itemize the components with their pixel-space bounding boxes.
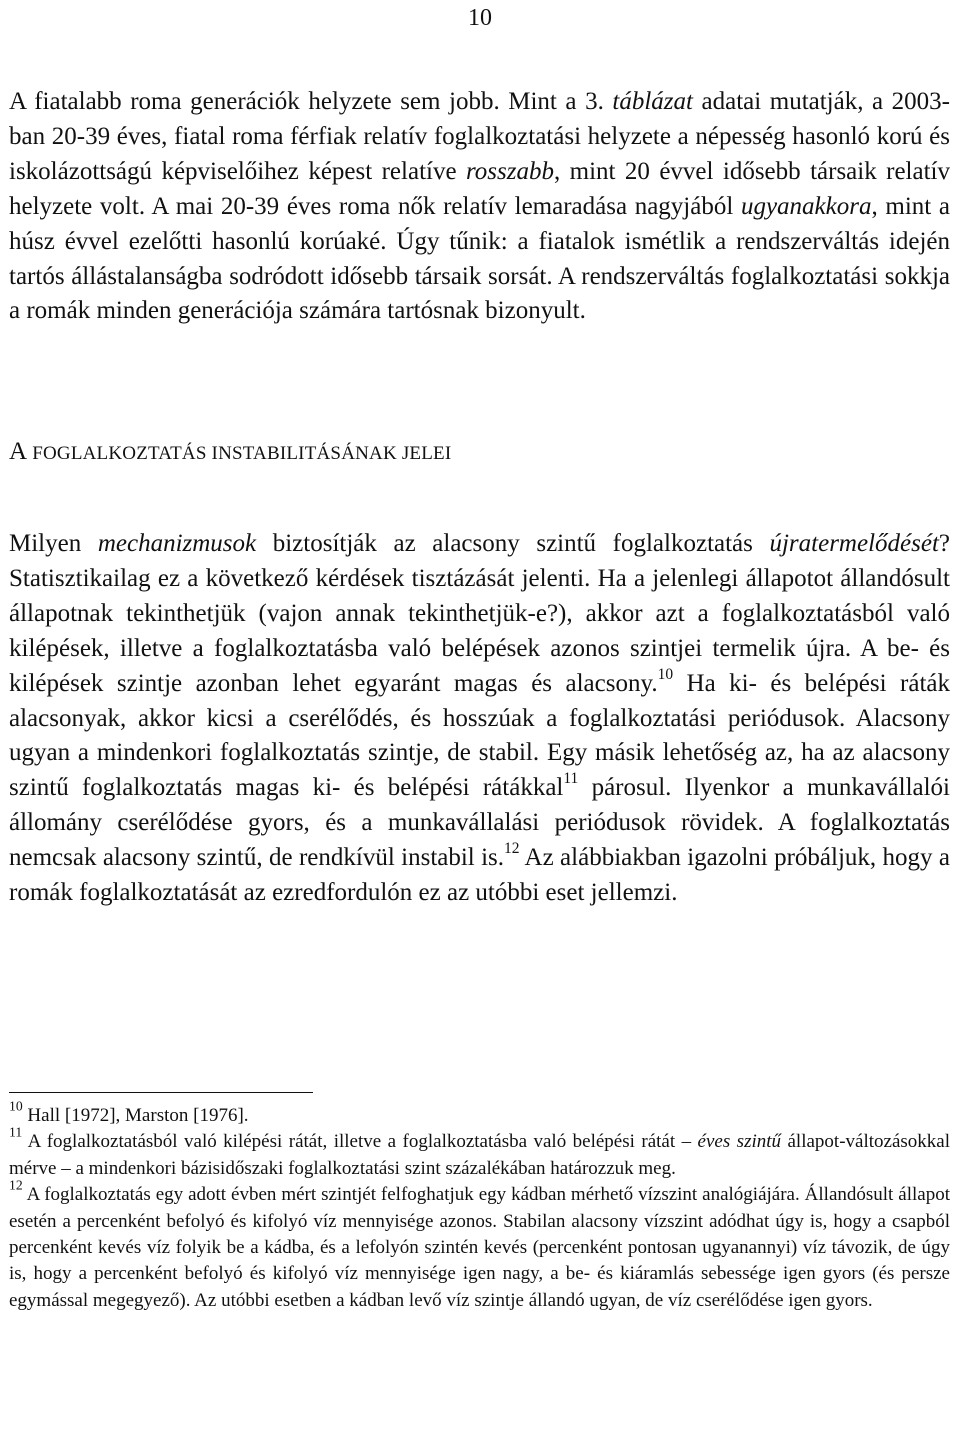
text-segment: A fiatalabb roma generációk helyzete sem jobb. Mint a 3. — [9, 88, 613, 115]
footnote-11 — [9, 1124, 950, 1182]
footnote-12 — [9, 1177, 950, 1314]
footnote-reference-10[interactable]: 10 — [657, 665, 674, 683]
page-number: 10 — [468, 5, 492, 31]
italic-emphasis: rosszabb — [465, 157, 554, 185]
italic-emphasis: újratermelődését — [769, 530, 939, 557]
footnote-reference-11[interactable]: 11 — [563, 770, 579, 788]
text-segment: biztosítják az alacsony szintű foglalkoztatás — [256, 530, 770, 557]
footnotes — [9, 1098, 950, 1314]
heading-initial: A — [9, 438, 28, 465]
footnote-marker: 11 — [9, 1124, 23, 1140]
italic-table-reference: táblázat — [612, 88, 693, 115]
italic-emphasis: ugyanakkora — [740, 192, 872, 220]
footnote-text: állapot-változásokkal mérve – a mindenkori bázisidőszaki foglalkoztatási szint százalékában határozzuk meg. — [9, 1131, 950, 1179]
text-segment: , mint a húsz évvel ezelőtti hasonlú korúaké. Úgy tűnik: a fiatalok ismétlik a rendszerváltás idején tartós állástalanságba sodródott idősebb társaik sorsát. A rendszerváltás foglalkoztatási sokkja a romák minden generációja számára tartósnak bizonyult. — [9, 192, 950, 325]
italic-emphasis: éves szintű — [697, 1131, 782, 1153]
footnote-separator — [9, 1092, 313, 1093]
text-segment: , mint 20 évvel idősebb társaik relatív helyzete volt. A mai 20-39 éves roma nők relatív lemaradása nagyjából — [9, 157, 950, 220]
text-segment: Az alábbiakban igazolni próbáljuk, hogy a romák foglalkoztatását az ezredfordulón ez az utóbbi eset jellemzi. — [9, 844, 950, 907]
footnote-text: A foglalkoztatásból való kilépési rátát, illetve a foglalkoztatásba való belépési rátát – — [22, 1131, 698, 1153]
text-segment: adatai mutatják, a 2003-ban 20-39 éves, fiatal roma férfiak relatív foglalkoztatási helyzete a népesség hasonló korú és iskolázottságú képviselőihez képest relatíve — [9, 88, 951, 185]
section-heading — [9, 437, 451, 469]
footnote-marker: 10 — [9, 1098, 23, 1114]
footnote-marker: 12 — [9, 1177, 23, 1193]
italic-emphasis: mechanizmusok — [97, 530, 257, 557]
text-segment: Ha ki- és belépési ráták alacsonyak, akkor kicsi a cserélődés, és hosszúak a foglalkoztatási periódusok. Alacsony ugyan a mindenkori foglalkoztatás szintje, de stabil. Egy másik lehetőség az, ha az alacsony szintű foglalkoztatás magas ki- és belépési rátákkal — [9, 669, 950, 802]
paragraph-roma-generations — [9, 85, 950, 329]
paragraph-employment-instability — [9, 527, 950, 911]
footnote-reference-12[interactable]: 12 — [504, 840, 520, 858]
text-segment: ? Statisztikailag ez a következő kérdések tisztázását jelenti. Ha a jelenlegi állapotot állandósult állapotnak tekinthetjük (vajon annak tekinthetjük-e?), akkor azt a foglalkoztatásból való kilépések, illetve a foglalkoztatásba való belépések azonos szintjei termelik újra. A be- és kilépések szintje azonban lehet egyaránt magas és alacsony. — [9, 530, 951, 697]
footnote-text: A foglalkoztatás egy adott évben mért szintjét felfoghatjuk egy kádban mérhető vízszint analógiájára. Állandósult állapot esetén a percenként befolyó és kifolyó víz mennyisége azonos. Stabilan alacsony vízszint adódhat úgy is, hogy a csapból percenként kevés víz folyik be a kádba, és a lefolyón szintén kevés (percenként pontosan ugyanannyi) víz távozik, de úgy is, hogy a percenként befolyó és kifolyó víz mennyisége igen nagy, a be- és kiáramlás sebessége igen gyors (és persze egymással megegyező). Az utóbbi esetben a kádban levő víz szintje állandó ugyan, de víz cserélődése igen gyors. — [9, 1184, 950, 1311]
text-segment: Milyen — [9, 530, 98, 557]
heading-rest: FOGLALKOZTATÁS INSTABILITÁSÁNAK JELEI — [27, 443, 452, 464]
footnote-text: Hall [1972], Marston [1976]. — [22, 1105, 249, 1126]
footnote-10 — [9, 1098, 950, 1129]
text-segment: párosul. Ilyenkor a munkavállalói állomány cserélődése gyors, és a munkavállalási periódusok rövidek. A foglalkoztatás nemcsak alacsony szintű, de rendkívül instabil is. — [9, 774, 950, 872]
